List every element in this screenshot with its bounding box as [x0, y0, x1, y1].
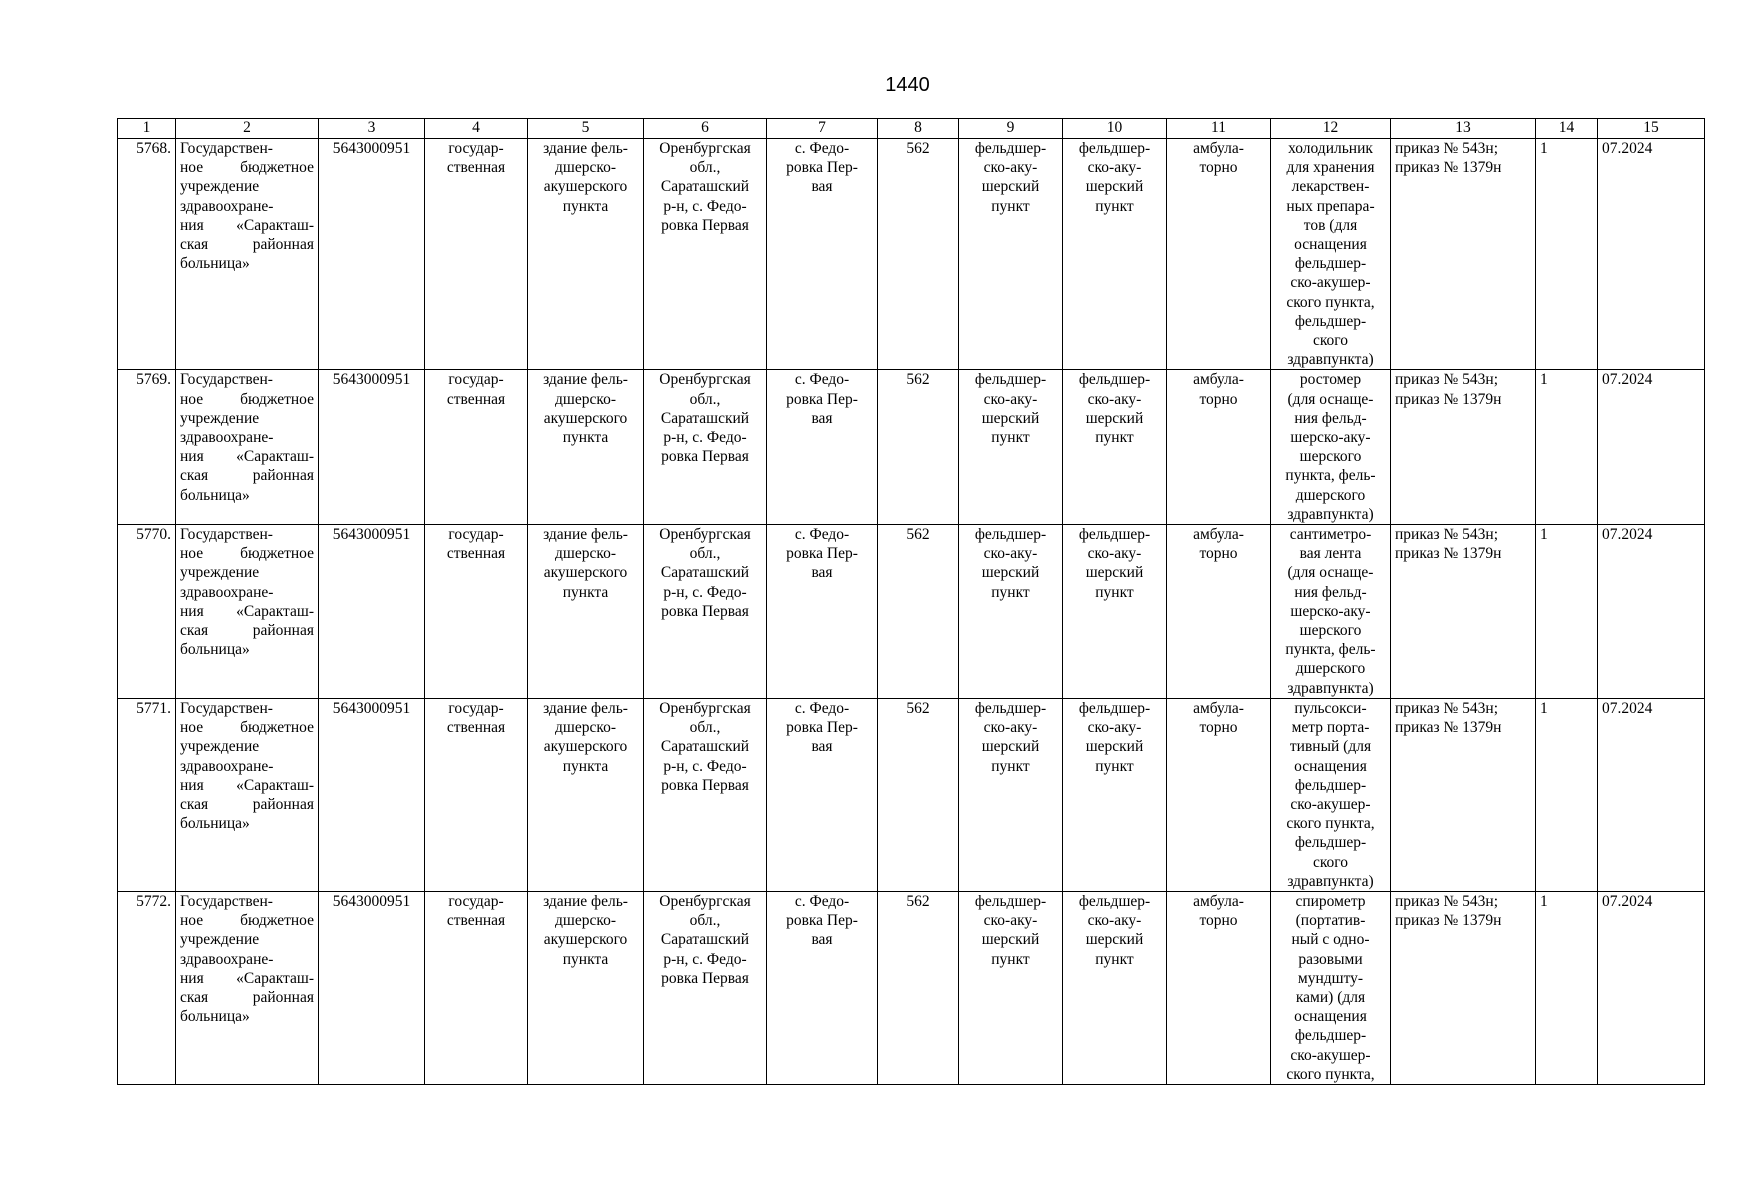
- address-cell: Оренбургская обл., Сараташский р-н, с. Федо- ровка Первая: [644, 139, 767, 370]
- building-cell: здание фель- дшерско- акушерского пункта: [528, 698, 644, 891]
- order-cell: приказ № 543н; приказ № 1379н: [1391, 370, 1536, 525]
- locality-cell: с. Федо- ровка Пер- вая: [767, 139, 878, 370]
- date-cell: 07.2024: [1598, 698, 1705, 891]
- organization-name: Государствен- ное бюджетное учреждение здравоохране- ния «Саракташ- ская районная больница»: [176, 525, 319, 699]
- page-number: 1440: [885, 74, 930, 96]
- care-condition-cell: амбула- торно: [1167, 698, 1271, 891]
- ownership-cell: государ- ственная: [425, 698, 528, 891]
- row-number: 5770.: [118, 525, 176, 699]
- code-cell: 562: [878, 370, 959, 525]
- facility-type-cell: фельдшер- ско-аку- шерский пункт: [959, 525, 1063, 699]
- address-cell: Оренбургская обл., Сараташский р-н, с. Федо- ровка Первая: [644, 525, 767, 699]
- column-header: 1: [118, 119, 176, 139]
- locality-cell: с. Федо- ровка Пер- вая: [767, 370, 878, 525]
- building-cell: здание фель- дшерско- акушерского пункта: [528, 139, 644, 370]
- order-cell: приказ № 543н; приказ № 1379н: [1391, 891, 1536, 1084]
- order-cell: приказ № 543н; приказ № 1379н: [1391, 525, 1536, 699]
- facility-type-cell: фельдшер- ско-аку- шерский пункт: [1063, 370, 1167, 525]
- column-header: 10: [1063, 119, 1167, 139]
- inn-cell: 5643000951: [319, 698, 425, 891]
- organization-name: Государствен- ное бюджетное учреждение здравоохране- ния «Саракташ- ская районная больница»: [176, 139, 319, 370]
- facility-type-cell: фельдшер- ско-аку- шерский пункт: [1063, 139, 1167, 370]
- equipment-cell: спирометр (портатив- ный с одно- разовыми мундшту- ками) (для оснащения фельдшер- ско-акушер- ского пункта,: [1271, 891, 1391, 1084]
- quantity-cell: 1: [1536, 891, 1598, 1084]
- inn-cell: 5643000951: [319, 370, 425, 525]
- column-header: 5: [528, 119, 644, 139]
- row-number: 5772.: [118, 891, 176, 1084]
- equipment-cell: пульсокси- метр порта- тивный (для оснащения фельдшер- ско-акушер- ского пункта, фельдшер- ского здравпункта): [1271, 698, 1391, 891]
- column-header: 7: [767, 119, 878, 139]
- column-header: 8: [878, 119, 959, 139]
- ownership-cell: государ- ственная: [425, 370, 528, 525]
- facility-type-cell: фельдшер- ско-аку- шерский пункт: [1063, 891, 1167, 1084]
- locality-cell: с. Федо- ровка Пер- вая: [767, 698, 878, 891]
- row-number: 5771.: [118, 698, 176, 891]
- facility-type-cell: фельдшер- ско-аку- шерский пункт: [1063, 525, 1167, 699]
- column-header: 9: [959, 119, 1063, 139]
- column-header: 15: [1598, 119, 1705, 139]
- column-header: 14: [1536, 119, 1598, 139]
- ownership-cell: государ- ственная: [425, 139, 528, 370]
- code-cell: 562: [878, 525, 959, 699]
- equipment-cell: холодильник для хранения лекарствен- ных препара- тов (для оснащения фельдшер- ско-акушер- ского пункта, фельдшер- ского здравпункта): [1271, 139, 1391, 370]
- order-cell: приказ № 543н; приказ № 1379н: [1391, 698, 1536, 891]
- code-cell: 562: [878, 139, 959, 370]
- equipment-cell: ростомер (для оснаще- ния фельд- шерско-аку- шерского пункта, фель- дшерского здравпункта): [1271, 370, 1391, 525]
- equipment-cell: сантиметро- вая лента (для оснаще- ния фельд- шерско-аку- шерского пункта, фель- дшерского здравпункта): [1271, 525, 1391, 699]
- building-cell: здание фель- дшерско- акушерского пункта: [528, 525, 644, 699]
- row-number: 5769.: [118, 370, 176, 525]
- facility-type-cell: фельдшер- ско-аку- шерский пункт: [959, 698, 1063, 891]
- facility-type-cell: фельдшер- ско-аку- шерский пункт: [959, 139, 1063, 370]
- code-cell: 562: [878, 698, 959, 891]
- code-cell: 562: [878, 891, 959, 1084]
- care-condition-cell: амбула- торно: [1167, 525, 1271, 699]
- facility-type-cell: фельдшер- ско-аку- шерский пункт: [1063, 698, 1167, 891]
- date-cell: 07.2024: [1598, 139, 1705, 370]
- care-condition-cell: амбула- торно: [1167, 370, 1271, 525]
- facility-type-cell: фельдшер- ско-аку- шерский пункт: [959, 370, 1063, 525]
- facility-type-cell: фельдшер- ско-аку- шерский пункт: [959, 891, 1063, 1084]
- column-header: 4: [425, 119, 528, 139]
- inn-cell: 5643000951: [319, 139, 425, 370]
- care-condition-cell: амбула- торно: [1167, 139, 1271, 370]
- locality-cell: с. Федо- ровка Пер- вая: [767, 525, 878, 699]
- header-row: [118, 119, 1705, 139]
- quantity-cell: 1: [1536, 370, 1598, 525]
- ownership-cell: государ- ственная: [425, 891, 528, 1084]
- quantity-cell: 1: [1536, 139, 1598, 370]
- table-row: [118, 698, 1705, 891]
- organization-name: Государствен- ное бюджетное учреждение здравоохране- ния «Саракташ- ская районная больница»: [176, 891, 319, 1084]
- table-row: [118, 139, 1705, 370]
- organization-name: Государствен- ное бюджетное учреждение здравоохране- ния «Саракташ- ская районная больница»: [176, 698, 319, 891]
- locality-cell: с. Федо- ровка Пер- вая: [767, 891, 878, 1084]
- order-cell: приказ № 543н; приказ № 1379н: [1391, 139, 1536, 370]
- building-cell: здание фель- дшерско- акушерского пункта: [528, 891, 644, 1084]
- quantity-cell: 1: [1536, 525, 1598, 699]
- ownership-cell: государ- ственная: [425, 525, 528, 699]
- column-header: 3: [319, 119, 425, 139]
- care-condition-cell: амбула- торно: [1167, 891, 1271, 1084]
- quantity-cell: 1: [1536, 698, 1598, 891]
- row-number: 5768.: [118, 139, 176, 370]
- column-header: 2: [176, 119, 319, 139]
- column-header: 6: [644, 119, 767, 139]
- column-header: 13: [1391, 119, 1536, 139]
- table-row: [118, 891, 1705, 1084]
- inn-cell: 5643000951: [319, 525, 425, 699]
- table-row: [118, 525, 1705, 699]
- column-header: 12: [1271, 119, 1391, 139]
- address-cell: Оренбургская обл., Сараташский р-н, с. Федо- ровка Первая: [644, 891, 767, 1084]
- address-cell: Оренбургская обл., Сараташский р-н, с. Федо- ровка Первая: [644, 698, 767, 891]
- address-cell: Оренбургская обл., Сараташский р-н, с. Федо- ровка Первая: [644, 370, 767, 525]
- organization-name: Государствен- ное бюджетное учреждение здравоохране- ния «Саракташ- ская районная больница»: [176, 370, 319, 525]
- equipment-table: [117, 118, 1705, 1085]
- date-cell: 07.2024: [1598, 525, 1705, 699]
- date-cell: 07.2024: [1598, 891, 1705, 1084]
- building-cell: здание фель- дшерско- акушерского пункта: [528, 370, 644, 525]
- column-header: 11: [1167, 119, 1271, 139]
- date-cell: 07.2024: [1598, 370, 1705, 525]
- table-row: [118, 370, 1705, 525]
- inn-cell: 5643000951: [319, 891, 425, 1084]
